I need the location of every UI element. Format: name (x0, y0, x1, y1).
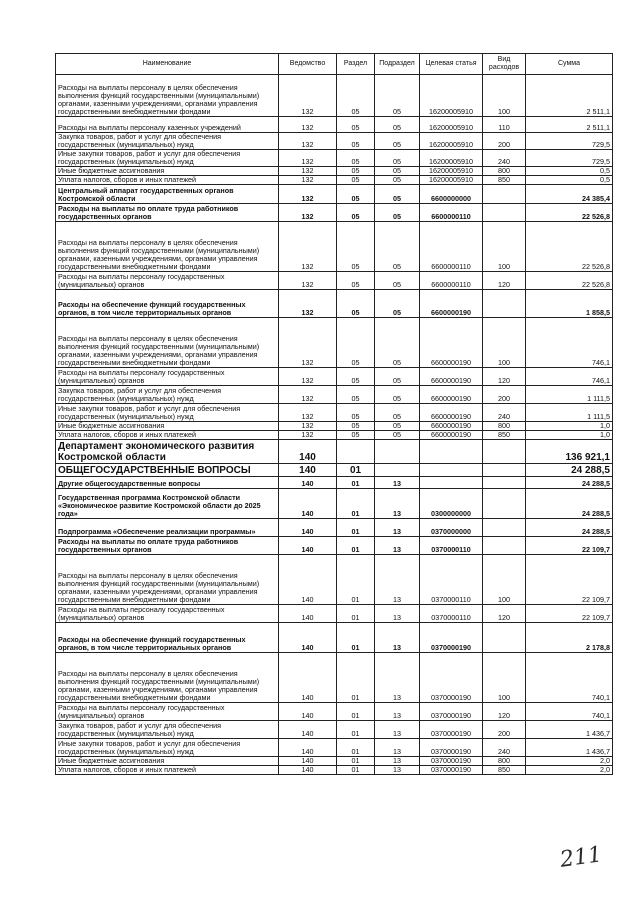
cell-dept: 132 (279, 290, 337, 318)
cell-dept: 140 (279, 739, 337, 757)
cell-sum: 22 526,8 (526, 222, 613, 272)
cell-tgt: 16200005910 (420, 117, 483, 133)
cell-sub: 05 (375, 117, 420, 133)
cell-sum: 24 288,5 (526, 489, 613, 519)
cell-dept: 132 (279, 185, 337, 204)
cell-sub: 05 (375, 176, 420, 185)
cell-dept: 140 (279, 489, 337, 519)
expenditure-table (55, 53, 613, 775)
cell-sec: 05 (337, 272, 375, 290)
cell-sub: 05 (375, 185, 420, 204)
table-row (56, 703, 613, 721)
cell-sub: 13 (375, 477, 420, 489)
cell-name: Расходы на обеспечение функций государственных органов, в том числе территориальных органов (56, 290, 279, 318)
cell-sec: 01 (337, 537, 375, 555)
cell-sub: 13 (375, 605, 420, 623)
cell-vr (483, 477, 526, 489)
cell-vr: 100 (483, 555, 526, 605)
cell-tgt: 6600000190 (420, 386, 483, 404)
cell-sec (337, 440, 375, 464)
cell-tgt: 0370000190 (420, 703, 483, 721)
table-row (56, 721, 613, 739)
cell-vr (483, 537, 526, 555)
cell-tgt: 6600000190 (420, 422, 483, 431)
cell-sum: 1,0 (526, 431, 613, 440)
cell-dept: 140 (279, 653, 337, 703)
cell-vr: 120 (483, 605, 526, 623)
cell-tgt: 0370000110 (420, 555, 483, 605)
cell-sec: 05 (337, 176, 375, 185)
cell-name: Расходы на выплаты персоналу государственных (муниципальных) органов (56, 368, 279, 386)
table-row (56, 623, 613, 653)
cell-name: Государственная программа Костромской области «Экономическое развитие Костромской области до 2025 года» (56, 489, 279, 519)
cell-sum: 1 436,7 (526, 739, 613, 757)
table-row (56, 185, 613, 204)
cell-vr: 120 (483, 703, 526, 721)
cell-name: Уплата налогов, сборов и иных платежей (56, 431, 279, 440)
cell-name: Расходы на выплаты персоналу в целях обеспечения выполнения функций государственными (муниципальными) органами, казенными учреждениями, органами управления государственными внебюджетными фондами (56, 222, 279, 272)
cell-tgt: 0370000190 (420, 721, 483, 739)
cell-sum: 22 526,8 (526, 204, 613, 222)
cell-sec: 01 (337, 605, 375, 623)
header-subsection: Подраздел (375, 54, 420, 75)
cell-sum: 729,5 (526, 150, 613, 167)
cell-tgt: 16200005910 (420, 176, 483, 185)
cell-tgt: 6600000190 (420, 404, 483, 422)
table-row (56, 605, 613, 623)
cell-tgt: 6600000190 (420, 290, 483, 318)
cell-name: Расходы на выплаты персоналу казенных учреждений (56, 117, 279, 133)
table-row (56, 117, 613, 133)
cell-sub: 13 (375, 739, 420, 757)
cell-name: Расходы на выплаты персоналу в целях обеспечения выполнения функций государственными (муниципальными) органами, казенными учреждениями, органами управления государственными внебюджетными фондами (56, 75, 279, 117)
cell-sec: 05 (337, 368, 375, 386)
cell-tgt: 16200005910 (420, 133, 483, 150)
cell-vr (483, 440, 526, 464)
table-row (56, 204, 613, 222)
table-header-row (56, 54, 613, 75)
table-row (56, 133, 613, 150)
cell-vr: 850 (483, 766, 526, 775)
cell-vr (483, 519, 526, 537)
cell-sum: 1 111,5 (526, 386, 613, 404)
cell-sec: 05 (337, 150, 375, 167)
cell-tgt: 0370000190 (420, 757, 483, 766)
cell-name: Центральный аппарат государственных органов Костромской области (56, 185, 279, 204)
cell-sec: 01 (337, 703, 375, 721)
cell-vr: 240 (483, 739, 526, 757)
cell-dept: 132 (279, 204, 337, 222)
cell-sec: 05 (337, 404, 375, 422)
cell-name: Иные закупки товаров, работ и услуг для обеспечения государственных (муниципальных) нужд (56, 739, 279, 757)
cell-sec: 01 (337, 721, 375, 739)
cell-sub: 13 (375, 757, 420, 766)
cell-sum: 2 511,1 (526, 75, 613, 117)
cell-tgt: 6600000190 (420, 368, 483, 386)
cell-sec: 05 (337, 75, 375, 117)
cell-dept: 140 (279, 766, 337, 775)
table-row (56, 422, 613, 431)
cell-sub: 13 (375, 766, 420, 775)
cell-sub: 05 (375, 272, 420, 290)
cell-tgt: 0370000110 (420, 605, 483, 623)
cell-sum: 1 436,7 (526, 721, 613, 739)
cell-sec: 05 (337, 318, 375, 368)
cell-vr (483, 623, 526, 653)
cell-dept: 132 (279, 222, 337, 272)
cell-sub (375, 464, 420, 477)
cell-vr: 110 (483, 117, 526, 133)
cell-vr: 850 (483, 176, 526, 185)
cell-dept: 132 (279, 431, 337, 440)
cell-sum: 22 526,8 (526, 272, 613, 290)
table-row (56, 440, 613, 464)
cell-sec: 05 (337, 290, 375, 318)
cell-vr: 240 (483, 150, 526, 167)
cell-name: Иные закупки товаров, работ и услуг для обеспечения государственных (муниципальных) нужд (56, 150, 279, 167)
cell-sec: 01 (337, 489, 375, 519)
cell-sum: 24 288,5 (526, 519, 613, 537)
cell-vr (483, 464, 526, 477)
cell-sub: 05 (375, 431, 420, 440)
cell-sub: 05 (375, 133, 420, 150)
cell-sum: 0,5 (526, 176, 613, 185)
cell-sum: 740,1 (526, 703, 613, 721)
cell-sub: 05 (375, 290, 420, 318)
cell-tgt: 0370000190 (420, 653, 483, 703)
cell-sum: 24 288,5 (526, 477, 613, 489)
table-row (56, 555, 613, 605)
table-row (56, 290, 613, 318)
cell-vr: 200 (483, 133, 526, 150)
cell-name: Закупка товаров, работ и услуг для обеспечения государственных (муниципальных) нужд (56, 721, 279, 739)
cell-tgt (420, 464, 483, 477)
cell-sum: 22 109,7 (526, 555, 613, 605)
cell-name: Расходы на выплаты по оплате труда работников государственных органов (56, 204, 279, 222)
table-row (56, 176, 613, 185)
cell-tgt (420, 440, 483, 464)
cell-sum: 136 921,1 (526, 440, 613, 464)
cell-sum: 22 109,7 (526, 605, 613, 623)
cell-dept: 132 (279, 150, 337, 167)
cell-name: Расходы на выплаты персоналу в целях обеспечения выполнения функций государственными (муниципальными) органами, казенными учреждениями, органами управления государственными внебюджетными фондами (56, 318, 279, 368)
cell-name: Иные бюджетные ассигнования (56, 422, 279, 431)
cell-dept: 140 (279, 605, 337, 623)
table-row (56, 766, 613, 775)
cell-dept: 132 (279, 386, 337, 404)
cell-name: Расходы на выплаты персоналу в целях обеспечения выполнения функций государственными (муниципальными) органами, казенными учреждениями, органами управления государственными внебюджетными фондами (56, 555, 279, 605)
cell-dept: 132 (279, 133, 337, 150)
cell-sec: 01 (337, 519, 375, 537)
cell-vr (483, 489, 526, 519)
cell-vr: 120 (483, 368, 526, 386)
cell-sub: 13 (375, 555, 420, 605)
handwritten-page-number: 211 (558, 842, 604, 873)
cell-sum: 740,1 (526, 653, 613, 703)
cell-sum: 1 111,5 (526, 404, 613, 422)
cell-sec: 05 (337, 422, 375, 431)
cell-sub: 05 (375, 386, 420, 404)
cell-sum: 22 109,7 (526, 537, 613, 555)
cell-tgt: 0370000190 (420, 766, 483, 775)
cell-tgt: 16200005910 (420, 75, 483, 117)
cell-vr: 100 (483, 75, 526, 117)
cell-sec: 05 (337, 117, 375, 133)
header-name: Наименование (56, 54, 279, 75)
cell-vr: 800 (483, 757, 526, 766)
cell-sec: 05 (337, 185, 375, 204)
cell-sub: 13 (375, 519, 420, 537)
cell-name: Уплата налогов, сборов и иных платежей (56, 766, 279, 775)
cell-sum: 746,1 (526, 368, 613, 386)
cell-name: Расходы на выплаты по оплате труда работников государственных органов (56, 537, 279, 555)
table-row (56, 739, 613, 757)
cell-sum: 1 858,5 (526, 290, 613, 318)
cell-name: Расходы на обеспечение функций государственных органов, в том числе территориальных органов (56, 623, 279, 653)
cell-dept: 140 (279, 519, 337, 537)
cell-tgt: 6600000190 (420, 318, 483, 368)
cell-vr (483, 204, 526, 222)
cell-name: Закупка товаров, работ и услуг для обеспечения государственных (муниципальных) нужд (56, 133, 279, 150)
cell-tgt: 0370000000 (420, 519, 483, 537)
cell-dept: 140 (279, 464, 337, 477)
cell-vr: 850 (483, 431, 526, 440)
cell-name: Департамент экономического развития Костромской области (56, 440, 279, 464)
cell-dept: 140 (279, 757, 337, 766)
cell-name: Иные бюджетные ассигнования (56, 757, 279, 766)
cell-sum: 0,5 (526, 167, 613, 176)
cell-sub: 05 (375, 222, 420, 272)
cell-sec: 01 (337, 757, 375, 766)
cell-sum: 729,5 (526, 133, 613, 150)
cell-tgt: 0370000190 (420, 739, 483, 757)
cell-sec: 01 (337, 739, 375, 757)
cell-name: Иные закупки товаров, работ и услуг для обеспечения государственных (муниципальных) нужд (56, 404, 279, 422)
cell-sub: 13 (375, 703, 420, 721)
cell-name: Другие общегосударственные вопросы (56, 477, 279, 489)
cell-dept: 132 (279, 272, 337, 290)
cell-name: ОБЩЕГОСУДАРСТВЕННЫЕ ВОПРОСЫ (56, 464, 279, 477)
cell-tgt: 6600000190 (420, 431, 483, 440)
cell-vr: 100 (483, 318, 526, 368)
table-row (56, 477, 613, 489)
cell-sum: 2,0 (526, 757, 613, 766)
header-target: Целевая статья (420, 54, 483, 75)
cell-sec: 05 (337, 431, 375, 440)
table-row (56, 167, 613, 176)
cell-dept: 132 (279, 318, 337, 368)
cell-vr: 800 (483, 167, 526, 176)
table-row (56, 150, 613, 167)
cell-sub: 05 (375, 204, 420, 222)
cell-vr: 100 (483, 222, 526, 272)
cell-vr: 200 (483, 386, 526, 404)
table-row (56, 489, 613, 519)
cell-sec: 05 (337, 133, 375, 150)
cell-vr: 200 (483, 721, 526, 739)
cell-sum: 746,1 (526, 318, 613, 368)
table-row (56, 464, 613, 477)
cell-sum: 24 385,4 (526, 185, 613, 204)
cell-sub: 05 (375, 422, 420, 431)
table-body (56, 75, 613, 775)
cell-sec: 01 (337, 464, 375, 477)
cell-tgt: 6600000110 (420, 204, 483, 222)
header-exptype: Вид расходов (483, 54, 526, 75)
table-row (56, 318, 613, 368)
cell-tgt: 16200005910 (420, 150, 483, 167)
header-sum: Сумма (526, 54, 613, 75)
table-row (56, 431, 613, 440)
cell-name: Расходы на выплаты персоналу в целях обеспечения выполнения функций государственными (муниципальными) органами, казенными учреждениями, органами управления государственными внебюджетными фондами (56, 653, 279, 703)
cell-sec: 05 (337, 222, 375, 272)
cell-dept: 132 (279, 167, 337, 176)
cell-sub: 05 (375, 167, 420, 176)
cell-sec: 01 (337, 653, 375, 703)
cell-sub: 13 (375, 489, 420, 519)
cell-dept: 140 (279, 703, 337, 721)
cell-name: Подпрограмма «Обеспечение реализации программы» (56, 519, 279, 537)
cell-sum: 2,0 (526, 766, 613, 775)
cell-vr (483, 185, 526, 204)
cell-name: Иные бюджетные ассигнования (56, 167, 279, 176)
cell-sec: 01 (337, 555, 375, 605)
header-section: Раздел (337, 54, 375, 75)
table-row (56, 368, 613, 386)
cell-sec: 01 (337, 623, 375, 653)
cell-sub: 13 (375, 537, 420, 555)
cell-tgt: 6600000000 (420, 185, 483, 204)
cell-sec: 05 (337, 204, 375, 222)
cell-sub: 05 (375, 75, 420, 117)
cell-tgt: 0300000000 (420, 489, 483, 519)
cell-tgt: 6600000110 (420, 222, 483, 272)
cell-sub: 05 (375, 318, 420, 368)
cell-sub: 05 (375, 150, 420, 167)
cell-dept: 132 (279, 404, 337, 422)
budget-document (55, 53, 612, 775)
cell-sec: 05 (337, 167, 375, 176)
table-row (56, 272, 613, 290)
table-row (56, 75, 613, 117)
cell-dept: 132 (279, 176, 337, 185)
cell-tgt: 0370000190 (420, 623, 483, 653)
cell-dept: 140 (279, 477, 337, 489)
cell-name: Расходы на выплаты персоналу государственных (муниципальных) органов (56, 605, 279, 623)
cell-sub: 05 (375, 368, 420, 386)
cell-tgt (420, 477, 483, 489)
table-row (56, 519, 613, 537)
cell-vr: 800 (483, 422, 526, 431)
cell-sec: 01 (337, 477, 375, 489)
cell-tgt: 0370000110 (420, 537, 483, 555)
cell-tgt: 16200005910 (420, 167, 483, 176)
cell-dept: 140 (279, 440, 337, 464)
cell-dept: 132 (279, 117, 337, 133)
cell-sec: 01 (337, 766, 375, 775)
cell-name: Уплата налогов, сборов и иных платежей (56, 176, 279, 185)
table-row (56, 653, 613, 703)
table-row (56, 386, 613, 404)
cell-dept: 132 (279, 422, 337, 431)
cell-dept: 140 (279, 537, 337, 555)
cell-sub: 05 (375, 404, 420, 422)
cell-dept: 132 (279, 368, 337, 386)
cell-dept: 132 (279, 75, 337, 117)
cell-sub: 13 (375, 653, 420, 703)
cell-sum: 2 178,8 (526, 623, 613, 653)
table-row (56, 757, 613, 766)
table-row (56, 222, 613, 272)
cell-dept: 140 (279, 623, 337, 653)
cell-sub: 13 (375, 721, 420, 739)
cell-tgt: 6600000110 (420, 272, 483, 290)
cell-sum: 1,0 (526, 422, 613, 431)
cell-dept: 140 (279, 721, 337, 739)
table-row (56, 537, 613, 555)
cell-vr: 100 (483, 653, 526, 703)
table-row (56, 404, 613, 422)
cell-sum: 2 511,1 (526, 117, 613, 133)
cell-vr (483, 290, 526, 318)
cell-sec: 05 (337, 386, 375, 404)
cell-name: Закупка товаров, работ и услуг для обеспечения государственных (муниципальных) нужд (56, 386, 279, 404)
cell-name: Расходы на выплаты персоналу государственных (муниципальных) органов (56, 703, 279, 721)
cell-vr: 120 (483, 272, 526, 290)
cell-sub (375, 440, 420, 464)
cell-sub: 13 (375, 623, 420, 653)
cell-vr: 240 (483, 404, 526, 422)
cell-name: Расходы на выплаты персоналу государственных (муниципальных) органов (56, 272, 279, 290)
cell-dept: 140 (279, 555, 337, 605)
cell-sum: 24 288,5 (526, 464, 613, 477)
header-dept: Ведомство (279, 54, 337, 75)
